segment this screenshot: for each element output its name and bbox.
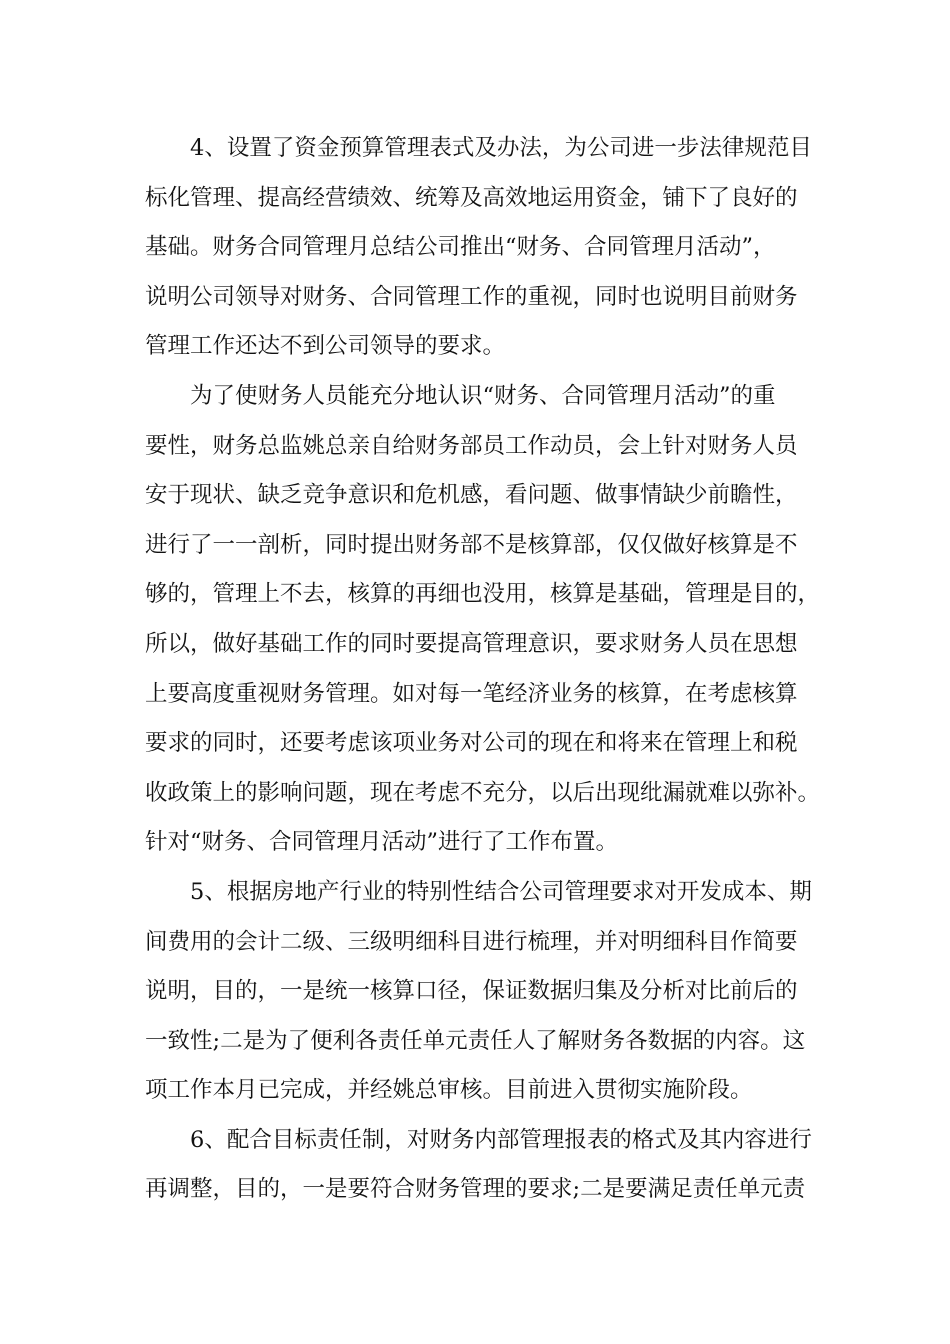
paragraph-mobilization: [145, 372, 821, 868]
text-line: 要求的同时，还要考虑该项业务对公司的现在和将来在管理上和税: [145, 730, 798, 757]
text-line: 够的，管理上不去，核算的再细也没用，核算是基础，管理是目的，: [145, 581, 821, 608]
paragraph-6: [145, 1116, 810, 1215]
text-line: 5、根据房地产行业的特别性结合公司管理要求对开发成本、期: [190, 878, 812, 905]
text-line: 6、配合目标责任制，对财务内部管理报表的格式及其内容进行: [190, 1126, 812, 1153]
text-line: 收政策上的影响问题，现在考虑不充分，以后出现纰漏就难以弥补。: [145, 779, 821, 806]
text-line: 安于现状、缺乏竞争意识和危机感，看问题、做事情缺少前瞻性，: [145, 482, 798, 509]
text-line: 管理工作还达不到公司领导的要求。: [145, 333, 506, 360]
document-body: [145, 124, 821, 1215]
text-line: 间费用的会计二级、三级明细科目进行梳理，并对明细科目作简要: [145, 928, 798, 955]
text-line: 上要高度重视财务管理。如对每一笔经济业务的核算，在考虑核算: [145, 680, 798, 707]
text-line: 为了使财务人员能充分地认识“财务、合同管理月活动”的重: [190, 382, 776, 409]
text-line: 针对“财务、合同管理月活动”进行了工作布置。: [145, 829, 619, 856]
text-line: 要性，财务总监姚总亲自给财务部员工作动员，会上针对财务人员: [145, 432, 798, 459]
text-line: 所以，做好基础工作的同时要提高管理意识，要求财务人员在思想: [145, 630, 798, 657]
text-line: 说明公司领导对财务、合同管理工作的重视，同时也说明目前财务: [145, 283, 798, 310]
text-line: 标化管理、提高经营绩效、统筹及高效地运用资金，铺下了良好的: [145, 184, 798, 211]
text-line: 进行了一一剖析，同时提出财务部不是核算部，仅仅做好核算是不: [145, 531, 798, 558]
text-line: 项工作本月已完成，并经姚总审核。目前进入贯彻实施阶段。: [145, 1077, 753, 1104]
text-line: 再调整，目的，一是要符合财务管理的要求;二是要满足责任单元责: [145, 1176, 806, 1203]
paragraph-5: [145, 868, 810, 1116]
text-line: 一致性;二是为了便利各责任单元责任人了解财务各数据的内容。这: [145, 1027, 806, 1054]
text-line: 基础。财务合同管理月总结公司推出“财务、合同管理月活动”，: [145, 234, 776, 261]
text-line: 说明，目的，一是统一核算口径，保证数据归集及分析对比前后的: [145, 978, 798, 1005]
paragraph-4: [145, 124, 810, 372]
text-line: 4、设置了资金预算管理表式及办法，为公司进一步法律规范目: [190, 135, 812, 161]
